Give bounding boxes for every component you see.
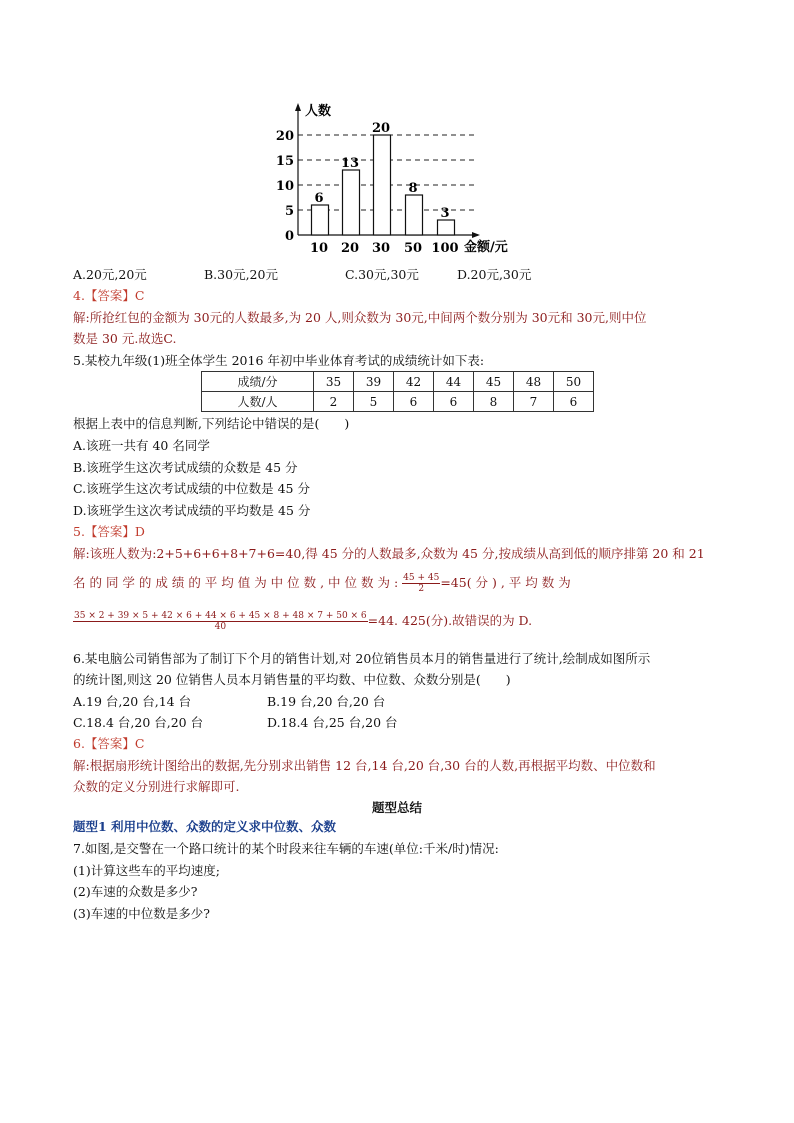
bar-value-label: 6 <box>314 191 324 206</box>
table-cell: 6 <box>434 392 474 412</box>
y-tick-label: 0 <box>284 229 294 244</box>
q6-answer: 6.【答案】C <box>73 736 145 751</box>
q6-option-a: A.19 台,20 台,14 台 <box>73 694 192 709</box>
bar-value-label: 3 <box>440 206 450 221</box>
table-cell: 50 <box>554 372 594 392</box>
bar-value-label: 13 <box>340 156 360 171</box>
q6-solution-line1: 解:根据扇形统计图给出的数据,先分别求出销售 12 台,14 台,20 台,30 台的人数,再根据平均数、中位数和 <box>73 758 656 773</box>
bar <box>374 135 391 235</box>
table-cell: 2 <box>314 392 354 412</box>
q4-solution-line1: 解:所抢红包的金额为 30元的人数最多,为 20 人,则众数为 30元,中间两个数分别为 30元和 30元,则中位 <box>73 310 647 325</box>
q5-stem: 5.某校九年级(1)班全体学生 2016 年初中毕业体育考试的成绩统计如下表: <box>73 353 485 368</box>
q6-stem-line1: 6.某电脑公司销售部为了制订下个月的销售计划,对 20位销售员本月的销售量进行了统计,绘制成如图所示 <box>73 651 651 666</box>
table-cell: 8 <box>474 392 514 412</box>
q5-option-d: D.该班学生这次考试成绩的平均数是 45 分 <box>73 503 311 518</box>
table-cell: 6 <box>394 392 434 412</box>
table-row <box>202 392 594 412</box>
table-cell: 42 <box>394 372 434 392</box>
q5-solution-line2 <box>73 573 571 594</box>
q7-item-3: (3)车速的中位数是多少? <box>73 906 210 921</box>
q4-answer: 4.【答案】C <box>73 288 145 303</box>
q7-item-2: (2)车速的众数是多少? <box>73 884 198 899</box>
table-header-score: 成绩/分 <box>202 372 314 392</box>
table-cell: 48 <box>514 372 554 392</box>
q5-solution-mean-tail: =44. 425(分).故错误的为 D. <box>367 613 533 628</box>
mean-fraction: $\frac{35 \times 2 + 39 \times 5 + 42 \times 6 + 44 \times 6 + 45 \times 8 + 48 \times 7 + 50 \times 6}{40}$ <box>74 611 367 632</box>
bar-value-label: 20 <box>371 121 391 136</box>
median-fraction: $\frac{45 + 45}{2}$ <box>403 573 440 594</box>
q6-solution-line2: 众数的定义分别进行求解即可. <box>73 779 240 794</box>
bar <box>406 195 423 235</box>
q5-question: 根据上表中的信息判断,下列结论中错误的是( ) <box>73 416 350 431</box>
q5-option-b: B.该班学生这次考试成绩的众数是 45 分 <box>73 460 298 475</box>
table-header-count: 人数/人 <box>202 392 314 412</box>
table-cell: 45 <box>474 372 514 392</box>
x-tick-label: 20 <box>340 241 360 256</box>
q6-stem-line2: 的统计图,则这 20 位销售人员本月销售量的平均数、中位数、众数分别是( ) <box>73 672 511 687</box>
table-row <box>202 372 594 392</box>
x-axis-label: 金额/元 <box>464 240 508 255</box>
x-tick-label: 100 <box>431 241 459 256</box>
score-table <box>201 371 594 412</box>
q5-option-a: A.该班一共有 40 名同学 <box>73 438 210 453</box>
q5-option-c: C.该班学生这次考试成绩的中位数是 45 分 <box>73 481 310 496</box>
q4-options <box>73 266 531 284</box>
q5-answer: 5.【答案】D <box>73 524 145 539</box>
q7-stem: 7.如图,是交警在一个路口统计的某个时段来往车辆的车速(单位:千米/时)情况: <box>73 841 499 856</box>
q6-option-c: C.18.4 台,20 台,20 台 <box>73 715 204 730</box>
table-cell: 35 <box>314 372 354 392</box>
q5-solution-text: 名 的 同 学 的 成 绩 的 平 均 值 为 中 位 数 , 中 位 数 为 : <box>73 575 399 590</box>
bar <box>343 170 360 235</box>
q6-option-b: B.19 台,20 台,20 台 <box>267 694 386 709</box>
q6-options-row2 <box>73 714 398 732</box>
q7-item-1: (1)计算这些车的平均速度; <box>73 863 220 878</box>
y-tick-label: 10 <box>275 179 294 194</box>
bar <box>312 205 329 235</box>
q4-option-c: C.30元,30元 <box>345 267 419 282</box>
q4-solution-line2: 数是 30 元.故选C. <box>73 331 177 346</box>
table-cell: 39 <box>354 372 394 392</box>
y-tick-label: 20 <box>275 129 294 144</box>
q5-solution-line3 <box>73 611 532 632</box>
y-axis-arrow <box>295 103 301 111</box>
q4-option-d: D.20元,30元 <box>457 267 532 282</box>
y-axis-label: 人数 <box>305 104 332 119</box>
x-tick-label: 50 <box>403 241 423 256</box>
q4-option-b: B.30元,20元 <box>204 267 278 282</box>
x-axis-arrow <box>472 232 480 238</box>
table-cell: 7 <box>514 392 554 412</box>
y-tick-label: 5 <box>284 204 294 219</box>
q5-solution-line1: 解:该班人数为:2+5+6+6+8+7+6=40,得 45 分的人数最多,众数为 45 分,按成绩从高到低的顺序排第 20 和 21 <box>73 546 705 561</box>
q4-option-a: A.20元,20元 <box>73 267 147 282</box>
bar <box>438 220 455 235</box>
summary-title: 题型总结 <box>371 800 422 815</box>
type1-heading: 题型1 利用中位数、众数的定义求中位数、众数 <box>73 819 337 834</box>
y-tick-label: 15 <box>275 154 294 169</box>
table-cell: 44 <box>434 372 474 392</box>
q5-solution-median-tail: =45( 分 ) , 平 均 数 为 <box>440 575 571 590</box>
table-cell: 5 <box>354 392 394 412</box>
q6-options-row1 <box>73 693 385 711</box>
table-cell: 6 <box>554 392 594 412</box>
bar-chart <box>275 97 520 257</box>
x-tick-label: 10 <box>309 241 329 256</box>
x-tick-label: 30 <box>371 241 391 256</box>
bar-value-label: 8 <box>408 181 418 196</box>
q6-option-d: D.18.4 台,25 台,20 台 <box>267 715 398 730</box>
